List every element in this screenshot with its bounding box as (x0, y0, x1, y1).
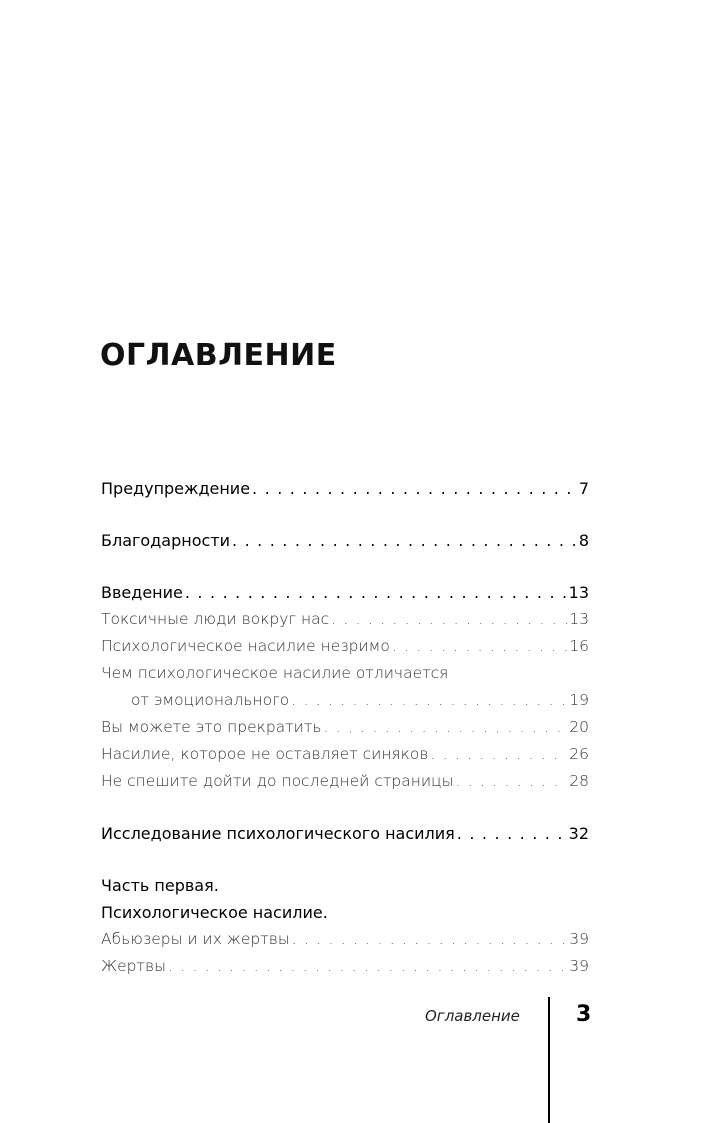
toc-entry-title: Предупреждение (101, 479, 251, 498)
toc-entry-page: 7 (578, 479, 589, 498)
toc-entry-page: 19 (569, 691, 589, 709)
dot-leader (292, 926, 568, 953)
toc-entry[interactable] (101, 768, 589, 795)
dot-leader (457, 820, 567, 847)
toc-entry[interactable] (101, 687, 589, 714)
toc-entry[interactable] (101, 714, 589, 741)
dot-leader (392, 633, 567, 660)
running-footer-section: Оглавление (425, 1007, 520, 1025)
dot-leader (291, 687, 567, 714)
toc-entry-title: Психологическое насилие незримо (101, 637, 390, 655)
toc-entry-title: Абьюзеры и их жертвы (101, 930, 290, 948)
toc-entry-title: Не спешите дойти до последней страницы (101, 772, 454, 790)
toc-entry-title: Токсичные люди вокруг нас (101, 610, 330, 628)
toc-entry-page: 32 (568, 824, 589, 843)
dot-leader (331, 606, 567, 633)
toc-entry-title: Введение (101, 583, 183, 602)
spacer (101, 554, 589, 579)
dot-leader (252, 475, 577, 502)
toc-entry-page: 8 (578, 531, 589, 550)
toc-entry[interactable] (101, 527, 589, 554)
dot-leader (455, 768, 567, 795)
toc-entry-page: 13 (568, 583, 589, 602)
toc-entry-page: 39 (569, 957, 589, 975)
toc-entry[interactable] (101, 953, 589, 980)
toc-entry-title: от эмоционального (131, 691, 290, 709)
toc-entry-page: 39 (569, 930, 589, 948)
toc-entry-title: Чем психологическое насилие отличается (101, 664, 449, 682)
toc-entry[interactable] (101, 660, 589, 687)
toc-entry[interactable] (101, 899, 589, 926)
toc-entry-title: Насилие, которое не оставляет синяков (101, 745, 429, 763)
spacer (101, 502, 589, 527)
toc-entry[interactable] (101, 872, 589, 899)
toc-entry-title: Психологическое насилие. (101, 903, 328, 922)
toc-entry-title: Часть первая. (101, 876, 219, 895)
toc-entry-title: Благодарности (101, 531, 230, 550)
toc-entry[interactable] (101, 741, 589, 768)
dot-leader (324, 714, 568, 741)
toc-entry[interactable] (101, 579, 589, 606)
toc-entry-title: Вы можете это прекратить (101, 718, 322, 736)
page-title: ОГЛАВЛЕНИЕ (100, 338, 337, 373)
dot-leader (232, 527, 577, 554)
footer-divider (548, 997, 550, 1123)
toc-entry-title: Исследование психологического насилия (101, 824, 455, 843)
toc-entry-page: 28 (569, 772, 589, 790)
dot-leader (185, 579, 567, 606)
toc-entry[interactable] (101, 475, 589, 502)
toc-entry[interactable] (101, 926, 589, 953)
toc-entry[interactable] (101, 633, 589, 660)
spacer (101, 795, 589, 820)
toc-entry-page: 20 (569, 718, 589, 736)
toc-entry-page: 26 (569, 745, 589, 763)
toc-entry[interactable] (101, 820, 589, 847)
toc-entry[interactable] (101, 606, 589, 633)
spacer (101, 847, 589, 872)
dot-leader (168, 953, 567, 980)
dot-leader (430, 741, 567, 768)
table-of-contents (101, 475, 589, 980)
toc-entry-title: Жертвы (101, 957, 166, 975)
toc-entry-page: 16 (569, 637, 589, 655)
toc-entry-page: 13 (569, 610, 589, 628)
page-number: 3 (576, 1002, 592, 1027)
